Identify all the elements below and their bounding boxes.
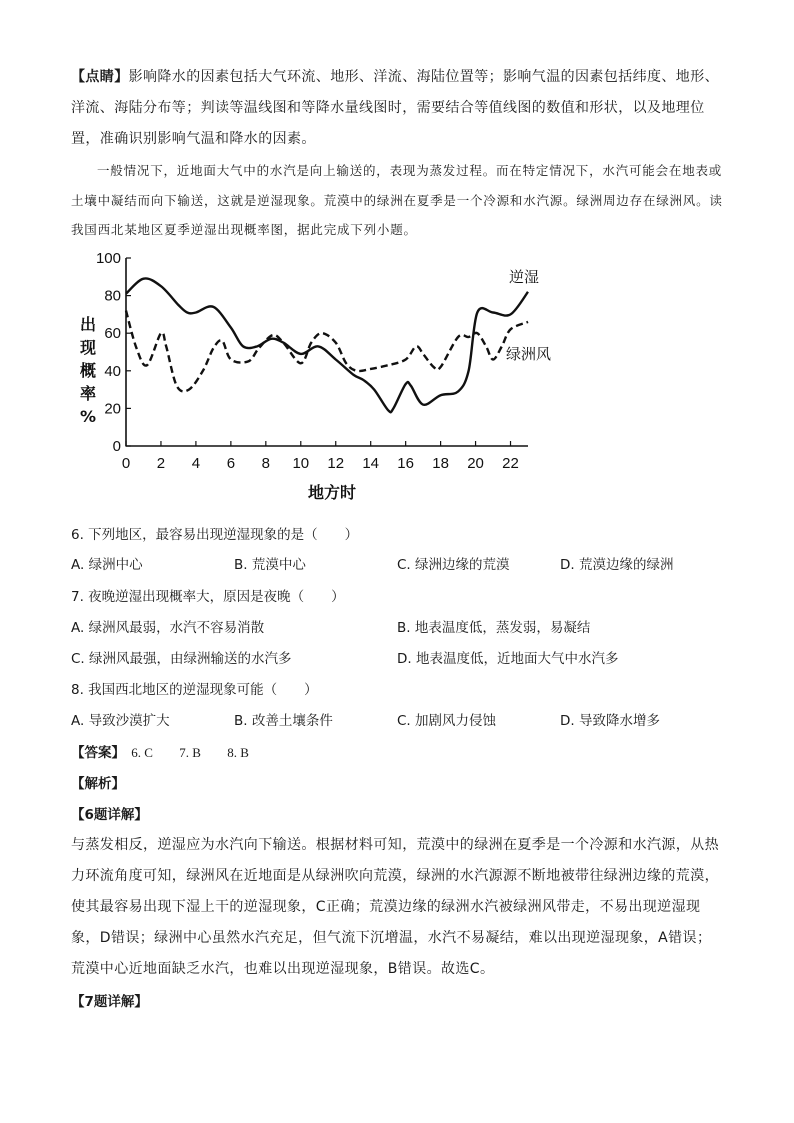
y-axis-label: 出现概率% [79,315,97,426]
q7-option-a: A. 绿洲风最弱，水汽不容易消散 [71,620,265,636]
y-tick-label: 100 [95,250,121,267]
x-tick-label: 18 [432,455,449,472]
question-8-stem: 8. 我国西北地区的逆湿现象可能（ ） [71,682,318,698]
series-label-reverse-humidity: 逆湿 [509,268,540,286]
q8-option-b: B. 改善土壤条件 [234,713,333,729]
x-tick-label: 16 [397,455,414,472]
question-7-stem: 7. 夜晚逆湿出现概率大，原因是夜晚（ ） [71,589,345,605]
x-tick-label: 8 [261,455,270,472]
x-tick-label: 12 [327,455,345,472]
q6-option-c: C. 绿洲边缘的荒漠 [397,557,510,573]
intro-text: 一般情况下，近地面大气中的水汽是向上输送的，表现为蒸发过程。而在特定情况下，水汽可能会在地表或土壤中凝结而向下输送，这就是逆湿现象。荒漠中的绿洲在夏季是一个冷源和水汽源。绿洲周边存在绿洲风。读我国西北某地区夏季逆湿出现概率图，据此完成下列小题。 [71,163,723,237]
q6-option-a: A. 绿洲中心 [71,557,143,573]
x-tick-label: 14 [362,455,380,472]
question-6-stem: 6. 下列地区，最容易出现逆湿现象的是（ ） [71,527,359,543]
detail-6-text: 与蒸发相反，逆湿应为水汽向下输送。根据材料可知，荒漠中的绿洲在夏季是一个冷源和水汽源，从热力环流角度可知，绿洲风在近地面是从绿洲吹向荒漠，绿洲的水汽源源不断地被带往绿洲边缘的荒漠，使其最容易出现下湿上干的逆湿现象，C正确；荒漠边缘的绿洲水汽被绿洲风带走，不易出现逆湿现象，D错误；绿洲中心虽然水汽充足，但气流下沉增温，水汽不易凝结，难以出现逆湿现象，A错误；荒漠中心近地面缺乏水汽，也难以出现逆湿现象，B错误。故选C。 [71,837,719,977]
q7-option-b: B. 地表温度低，蒸发弱，易凝结 [397,620,591,636]
q6-option-b: B. 荒漠中心 [234,557,306,573]
x-axis-label: 地方时 [307,483,357,502]
x-tick-label: 10 [292,455,310,472]
detail-6-heading: 【6题详解】 [71,807,148,823]
y-tick-label: 60 [104,325,121,343]
detail-7-heading: 【7题详解】 [71,994,148,1010]
x-tick-label: 22 [502,455,519,472]
tip-tag: 【点睛】 [71,69,129,85]
y-tick-label: 80 [104,287,121,305]
y-tick-label: 40 [104,362,121,380]
x-tick-label: 6 [226,455,236,472]
series-line-reverse-humidity [126,278,528,412]
y-tick-label: 20 [104,400,121,418]
q8-option-d: D. 导致降水增多 [560,713,660,729]
answer-6: 6. C [131,745,153,760]
series-label-oasis-wind: 绿洲风 [506,345,552,363]
q7-option-c: C. 绿洲风最强，由绿洲输送的水汽多 [71,651,292,667]
tip-text: 影响降水的因素包括大气环流、地形、洋流、海陆位置等；影响气温的因素包括纬度、地形、洋流、海陆分布等；判读等温线图和等降水量线图时，需要结合等值线图的数值和形状，以及地理位置，准确识别影响气温和降水的因素。 [71,69,720,147]
analysis-heading: 【解析】 [71,776,125,792]
reverse-humidity-chart [78,248,558,508]
x-tick-label: 0 [121,455,131,472]
answer-tag: 【答案】 [71,745,125,761]
x-tick-label: 4 [191,455,201,472]
x-tick-label: 20 [467,455,484,472]
q7-option-d: D. 地表温度低，近地面大气中水汽多 [397,651,619,667]
chart-series [126,278,528,412]
answer-line [71,743,249,763]
q8-option-c: C. 加剧风力侵蚀 [397,713,497,729]
q8-option-a: A. 导致沙漠扩大 [71,713,170,729]
x-tick-label: 2 [156,455,166,472]
intro-paragraph [71,156,723,245]
answer-7: 7. B [179,745,201,760]
y-tick-label: 0 [112,438,121,455]
tip-paragraph [71,62,721,155]
q6-option-d: D. 荒漠边缘的绿洲 [560,557,674,573]
answer-8: 8. B [227,745,249,760]
